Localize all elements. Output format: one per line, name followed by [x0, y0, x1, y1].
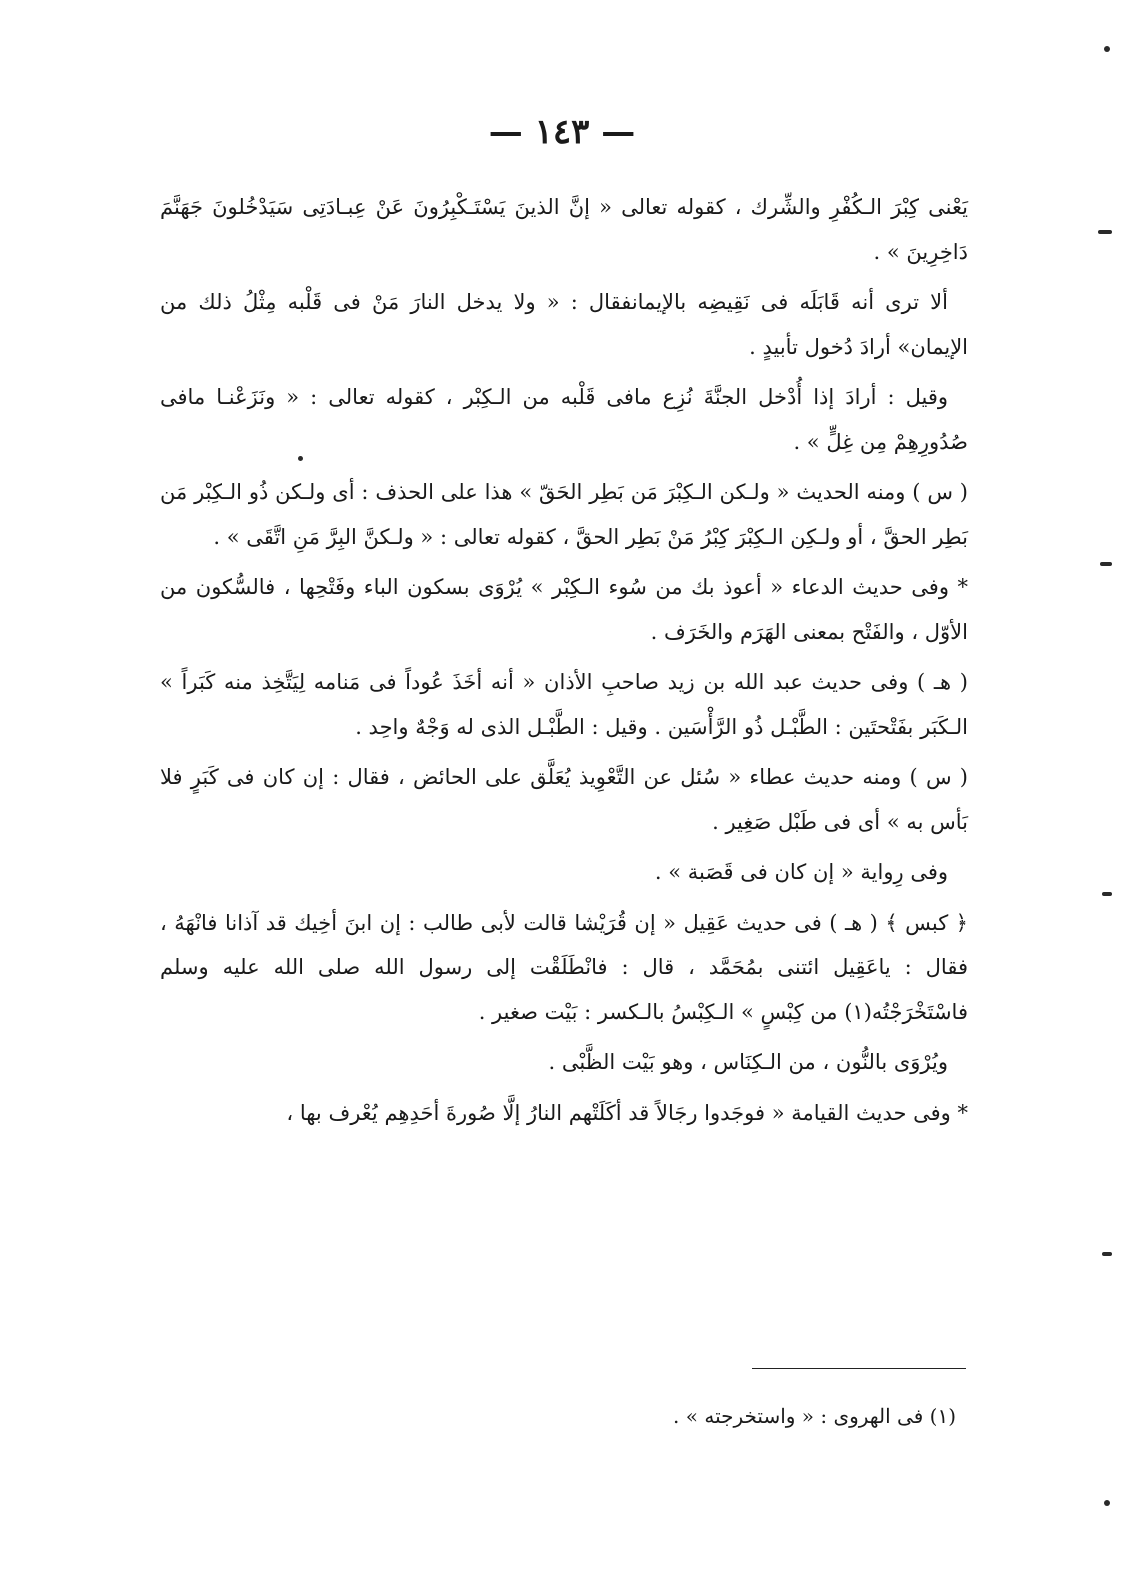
margin-speck — [1104, 1500, 1110, 1506]
margin-speck — [1102, 1252, 1112, 1256]
footnote: (١) فى الهروى : « واستخرجته » . — [673, 1404, 956, 1428]
margin-speck — [1098, 230, 1112, 234]
footnote-divider — [752, 1368, 966, 1369]
margin-speck — [1104, 46, 1110, 52]
paragraph-6: ( هـ ) وفى حديث عبد الله بن زيد صاحبِ الأذان « أنه أخَذَ عُوداً فى مَنامه لِيَتَّخِذ منه كَبَراً » الـكَبَر بفَتْحتَين : الطَّبْـل ذُو الرَّأْسَين . وقيل : الطَّبْـل الذى له وَجْهٌ واحِد . — [160, 670, 968, 739]
paragraph-8: وفى رِواية « إن كان فى قَصَبة » . — [654, 860, 948, 884]
page-number: — ١٤٣ — — [488, 112, 636, 152]
paragraph-2: ألا ترى أنه قَابَلَه فى نَقِيضِه بالإيمانفقال : « ولا يدخل النارَ مَنْ فى قَلْبه مِثْلُ ذلك من الإيمان» أرادَ دُخول تأبيدٍ . — [160, 290, 968, 359]
paragraph-4: ( س ) ومنه الحديث « ولـكن الـكِبْرَ مَن بَطِر الحَقّ » هذا على الحذف : أى ولـكن ذُو الـكِبْر مَن بَطِر الحقَّ ، أو ولـكِن الـكِبْرَ كِبْرُ مَنْ بَطِر الحقَّ ، كقوله تعالى : « ولـكنَّ البِرَّ مَنِ اتَّقَى » . — [160, 480, 968, 549]
paragraph-3: وقيل : أرادَ إذا أُدْخل الجنَّةَ نُزِع مافى قَلْبه من الـكِبْر ، كقوله تعالى : « ونَزَعْنـا مافى صُدُورِهِمْ مِن غِلٍّ » . — [160, 385, 968, 454]
paragraph-11: * وفى حديث القيامة « فوجَدوا رجَالاً قد أكَلَتْهم النارُ إلَّا صُورةَ أحَدِهِم يُعْرف بها ، — [286, 1100, 968, 1125]
margin-speck — [298, 456, 303, 461]
paragraph-10: ويُرْوَى بالنُّون ، من الـكِنَاس ، وهو بَيْت الظَّبْى . — [548, 1050, 948, 1074]
body-text — [160, 185, 968, 1141]
paragraph-5: * وفى حديث الدعاء « أعوذ بك من سُوء الـكِبْر » يُرْوَى بسكون الباء وفَتْحِها ، فالسُّكون من الأوّل ، والفَتْح بمعنى الهَرَم والخَرَف . — [160, 575, 968, 644]
margin-speck — [1100, 562, 1112, 566]
paragraph-1: يَعْنى كِبْرَ الـكُفْرِ والشِّرك ، كقوله تعالى « إنَّ الذينَ يَسْتَـكْبِرُونَ عَنْ عِبـادَتِى سَيَدْخُلونَ جَهَنَّمَ دَاخِرِينَ » . — [160, 195, 968, 264]
margin-speck — [1102, 892, 1112, 896]
paragraph-9: ﴿ كبس ﴾ ( هـ ) فى حديث عَقِيل « إن قُرَيْشا قالت لأبى طالب : إن ابنَ أخِيك قد آذانا فانْهَهُ ، فقال : ياعَقِيل ائتنى بمُحَمَّد ، قال : فانْطَلَقْت إلى رسول الله صلى الله عليه وسلم فاسْتَخْرَجْتُه(١) من كِبْسٍ » الـكِبْسُ بالـكسر : بَيْت صغير . — [160, 910, 968, 1024]
paragraph-7: ( س ) ومنه حديث عطاء « سُئل عن التَّعْوِيذ يُعَلَّق على الحائض ، فقال : إن كان فى كَبَرٍ فلا بَأس به » أى فى طَبْل صَغِير . — [160, 765, 968, 834]
